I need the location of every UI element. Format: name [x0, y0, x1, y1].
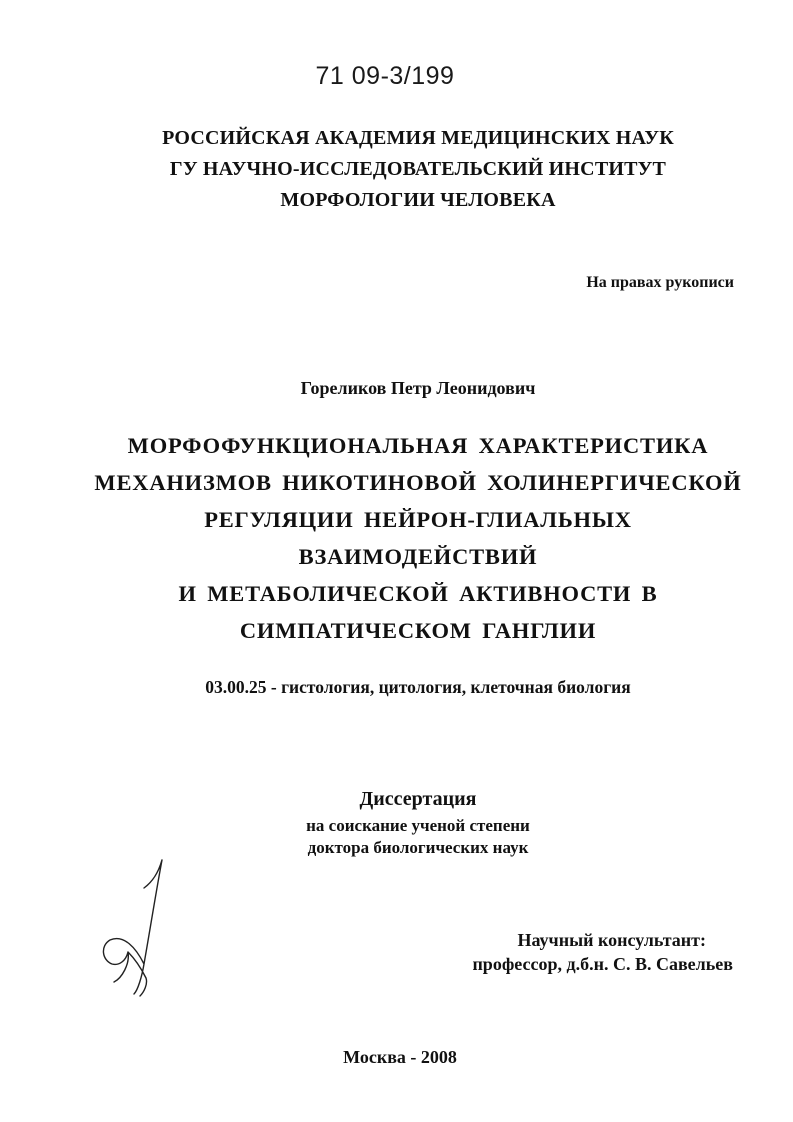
signature-stroke — [103, 860, 162, 996]
title-line-3: РЕГУЛЯЦИИ НЕЙРОН-ГЛИАЛЬНЫХ ВЗАИМОДЕЙСТВИЙ — [204, 507, 632, 569]
title-line-2: МЕХАНИЗМОВ НИКОТИНОВОЙ ХОЛИНЕРГИЧЕСКОЙ — [94, 470, 742, 495]
title-line-4: И МЕТАБОЛИЧЕСКОЙ АКТИВНОСТИ В — [178, 581, 658, 606]
dissertation-title — [88, 427, 748, 649]
institution-line-3: МОРФОЛОГИИ ЧЕЛОВЕКА — [280, 189, 556, 211]
rights-note: На правах рукописи — [586, 274, 734, 291]
institution-line-2: ГУ НАУЧНО-ИССЛЕДОВАТЕЛЬСКИЙ ИНСТИТУТ — [169, 158, 667, 180]
consultant-label: Научный консультант: — [517, 930, 706, 950]
author-name: Гореликов Петр Леонидович — [300, 378, 536, 398]
degree-line-1: на соискание ученой степени — [306, 816, 530, 835]
title-line-1: МОРФОФУНКЦИОНАЛЬНАЯ ХАРАКТЕРИСТИКА — [127, 433, 709, 458]
archive-stamp-number: 71 09-3/199 — [315, 62, 455, 90]
consultant-name: профессор, д.б.н. С. В. Савельев — [472, 954, 733, 974]
institution-header — [100, 123, 736, 216]
document-type: Диссертация — [359, 788, 477, 810]
handwritten-signature — [92, 852, 182, 1002]
specialty-code: 03.00.25 - гистология, цитология, клеточная биология — [205, 677, 631, 697]
degree-line-2: доктора биологических наук — [307, 838, 529, 857]
city-year: Москва - 2008 — [343, 1047, 457, 1067]
institution-line-1: РОССИЙСКАЯ АКАДЕМИЯ МЕДИЦИНСКИХ НАУК — [162, 127, 674, 149]
title-line-5: СИМПАТИЧЕСКОМ ГАНГЛИИ — [239, 618, 597, 643]
